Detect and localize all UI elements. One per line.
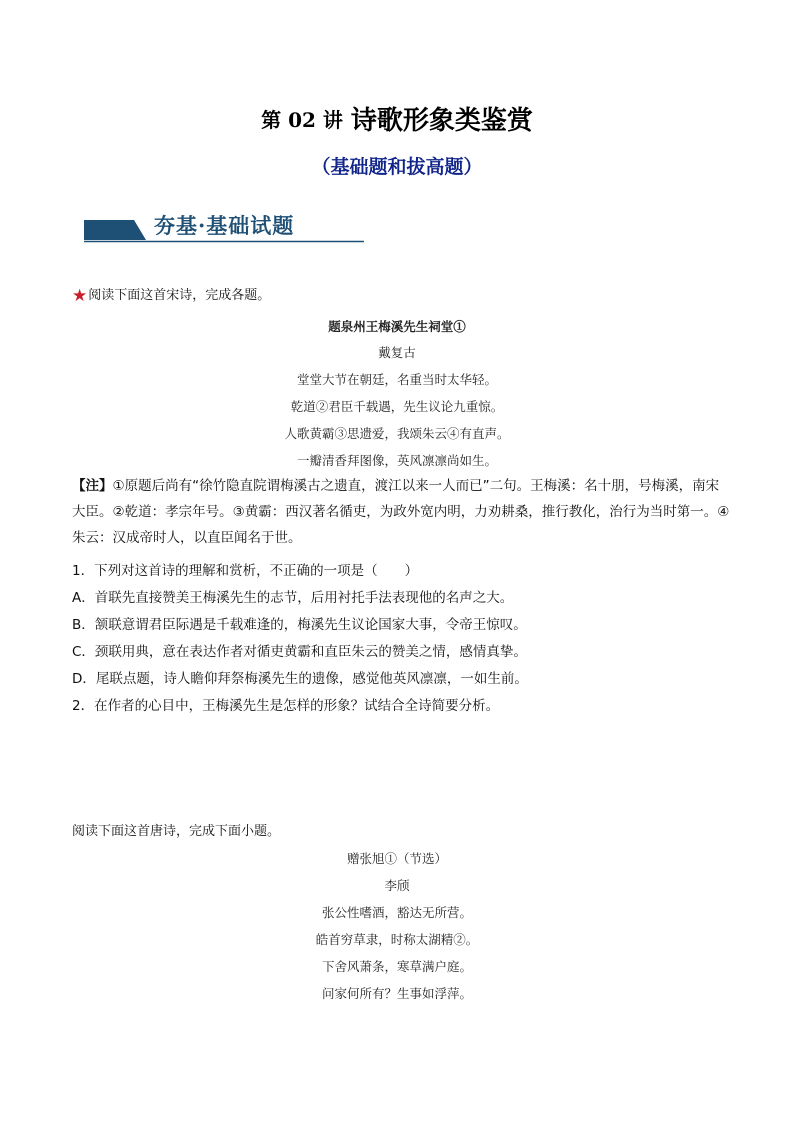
option-b: B．颔联意谓君臣际遇是千载难逢的，梅溪先生议论国家大事，令帝王惊叹。 [72, 617, 527, 633]
section-title: 夯基·基础试题 [154, 213, 295, 238]
annotation-text: ①原题后尚有“徐竹隐直院谓梅溪古之遗直，渡江以来一人而已”二句。王梅溪：名十朋，号梅溪，南宋大臣。②乾道：孝宗年号。③黄霸：西汉著名循吏，为政外宽内明，力劝耕桑，推行教化，治行为当时第一。④朱云：汉成帝时人，以直臣闻名于世。 [72, 478, 730, 546]
annotation [72, 473, 732, 551]
part2-intro-text: 阅读下面这首唐诗，完成下面小题。 [72, 824, 281, 839]
poem-1-line: 乾道②君臣千载遇，先生议论九重惊。 [290, 399, 504, 414]
page-title [0, 100, 794, 137]
poem-1-line: 一瓣清香拜图像，英风凛凛尚如生。 [296, 453, 497, 468]
poem-2-line: 皓首穷草隶，时称太湖精②。 [315, 932, 479, 947]
poem-1-title: 题泉州王梅溪先生祠堂① [328, 319, 466, 334]
section-banner [84, 208, 366, 244]
part1-intro [72, 284, 270, 306]
option-a: A．首联先直接赞美王梅溪先生的志节，后用衬托手法表现他的名声之大。 [72, 590, 514, 606]
question-1: 1．下列对这首诗的理解和赏析，不正确的一项是（ ） [72, 563, 419, 579]
star-icon: ★ [72, 286, 88, 306]
lesson-title: 诗歌形象类鉴赏 [350, 106, 533, 136]
page-subtitle: （基础题和拔高题） [311, 156, 483, 178]
poem-2-author: 李颀 [384, 878, 410, 893]
annotation-lead: 【注】 [72, 478, 113, 494]
option-d: D．尾联点题，诗人瞻仰拜祭梅溪先生的遗像，感觉他英风凛凛，一如生前。 [72, 671, 528, 687]
lesson-number: 第 02 讲 [261, 108, 343, 132]
part1-intro-text: 阅读下面这首宋诗，完成各题。 [88, 288, 271, 303]
poem-2-line: 问家何所有？生事如浮萍。 [321, 986, 472, 1001]
poem-1-line: 堂堂大节在朝廷，名重当时太华轻。 [296, 372, 497, 387]
poem-2-title: 赠张旭①（节选） [346, 851, 447, 866]
poem-2-line: 下舍风萧条，寒草满户庭。 [321, 959, 472, 974]
poem-1-line: 人歌黄霸③思遗爱，我颂朱云④有直声。 [284, 426, 510, 441]
question-2: 2．在作者的心目中，王梅溪先生是怎样的形象？试结合全诗简要分析。 [72, 698, 500, 714]
poem-1-author: 戴复古 [378, 345, 416, 360]
part2-intro [72, 820, 280, 839]
option-c: C．颈联用典，意在表达作者对循吏黄霸和直臣朱云的赞美之情，感情真挚。 [72, 644, 527, 660]
poem-2-line: 张公性嗜酒，豁达无所营。 [321, 905, 472, 920]
